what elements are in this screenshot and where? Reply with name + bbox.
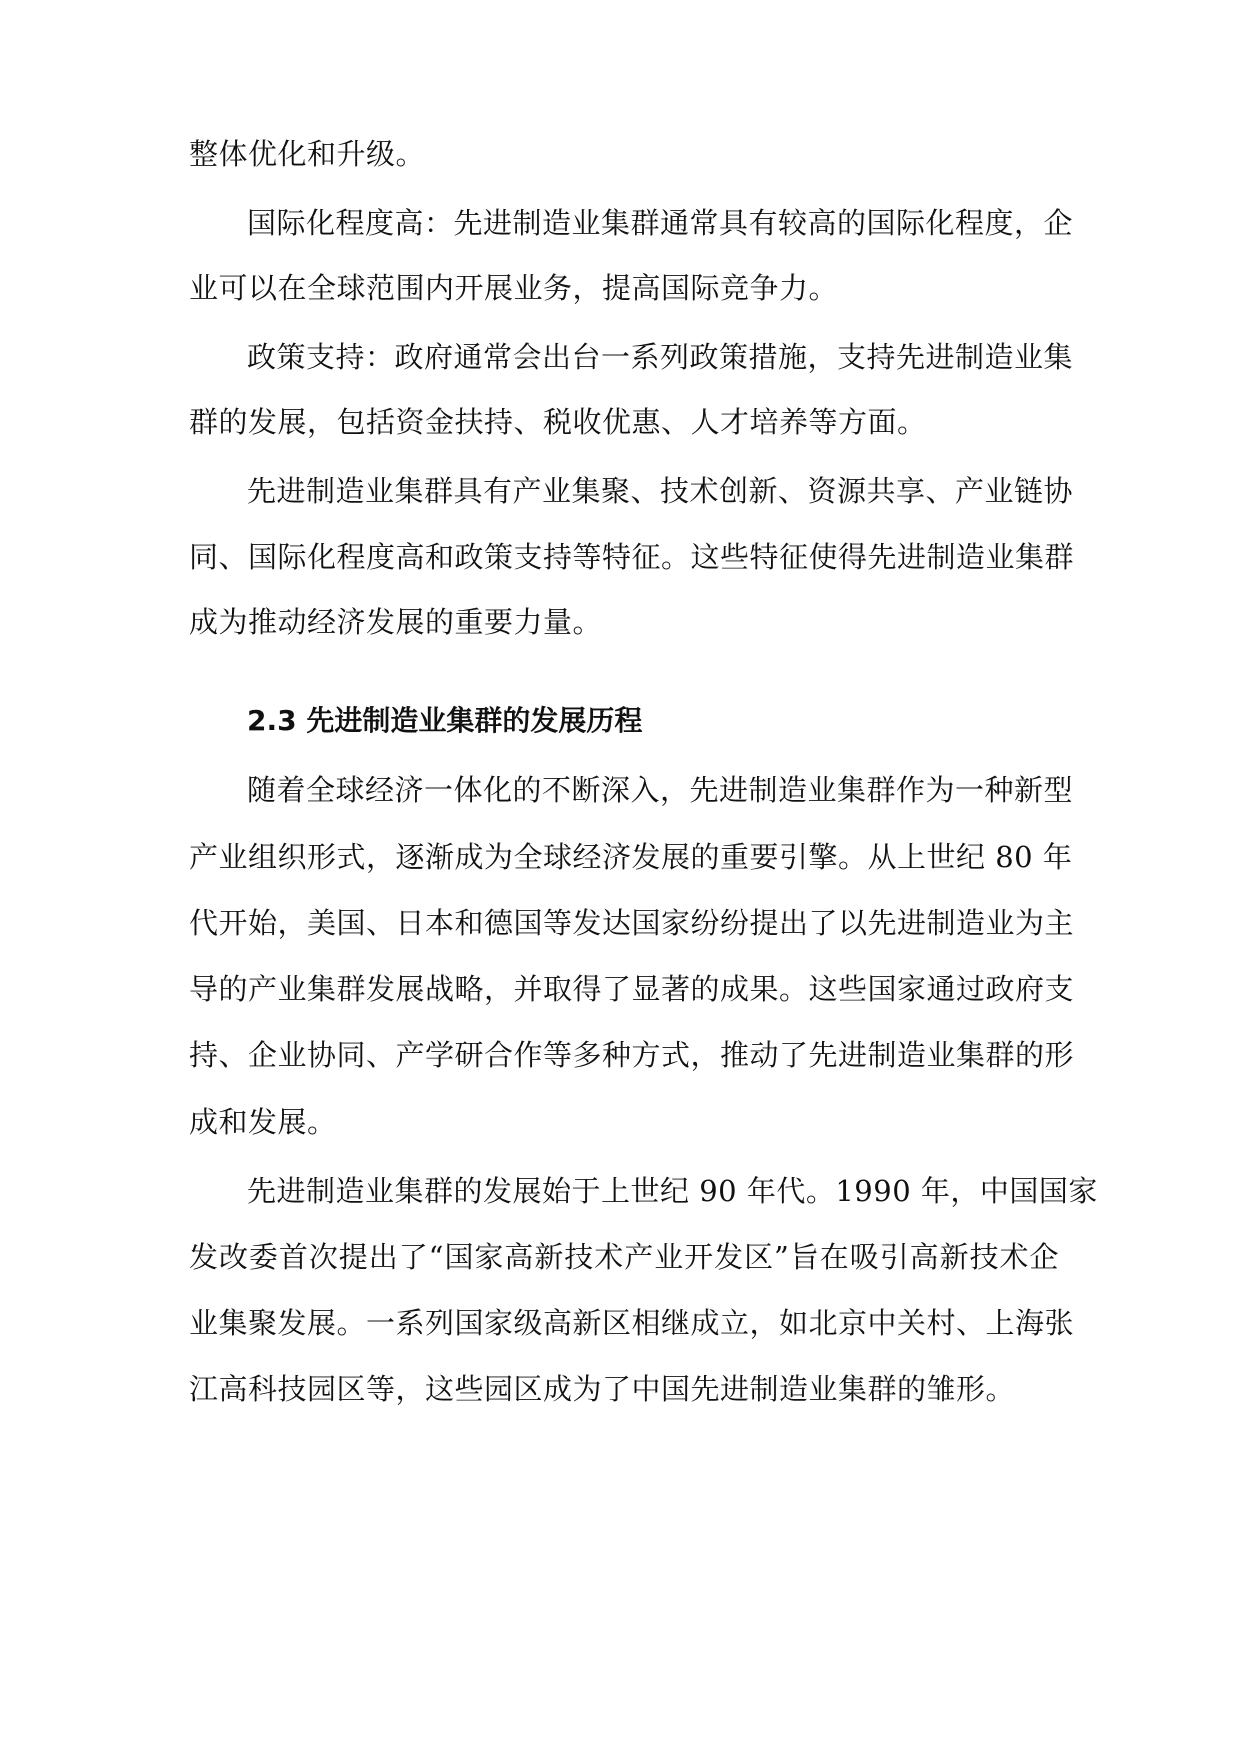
paragraph-line: 发改委首次提出了“国家高新技术产业开发区”旨在吸引高新技术企: [189, 1240, 1059, 1274]
paragraph-line: 业可以在全球范围内开展业务，提高国际竞争力。: [189, 271, 839, 305]
paragraph-line: 江高科技园区等，这些园区成为了中国先进制造业集群的雏形。: [189, 1372, 1016, 1406]
paragraph-line: 随着全球经济一体化的不断深入，先进制造业集群作为一种新型: [247, 773, 1074, 807]
paragraph-line: 群的发展，包括资金扶持、税收优惠、人才培养等方面。: [189, 405, 927, 439]
paragraph-line: 产业组织形式，逐渐成为全球经济发展的重要引擎。从上世纪 80 年: [189, 840, 1073, 874]
paragraph-line: 同、国际化程度高和政策支持等特征。这些特征使得先进制造业集群: [189, 540, 1075, 574]
paragraph-line: 先进制造业集群的发展始于上世纪 90 年代。1990 年，中国国家: [247, 1174, 1098, 1208]
paragraph-line: 代开始，美国、日本和德国等发达国家纷纷提出了以先进制造业为主: [189, 906, 1075, 940]
paragraph-line: 先进制造业集群具有产业集聚、技术创新、资源共享、产业链协: [247, 474, 1074, 508]
paragraph-line: 整体优化和升级。: [189, 137, 426, 171]
paragraph-line: 成和发展。: [189, 1105, 337, 1139]
paragraph-line: 成为推动经济发展的重要力量。: [189, 605, 603, 639]
paragraph-line: 业集聚发展。一系列国家级高新区相继成立，如北京中关村、上海张: [189, 1306, 1075, 1340]
paragraph-line: 导的产业集群发展战略，并取得了显著的成果。这些国家通过政府支: [189, 972, 1075, 1006]
paragraph-line: 国际化程度高：先进制造业集群通常具有较高的国际化程度，企: [247, 206, 1074, 240]
section-heading: 2.3 先进制造业集群的发展历程: [247, 704, 643, 737]
paragraph-line: 持、企业协同、产学研合作等多种方式，推动了先进制造业集群的形: [189, 1038, 1075, 1072]
paragraph-line: 政策支持：政府通常会出台一系列政策措施，支持先进制造业集: [247, 340, 1074, 374]
